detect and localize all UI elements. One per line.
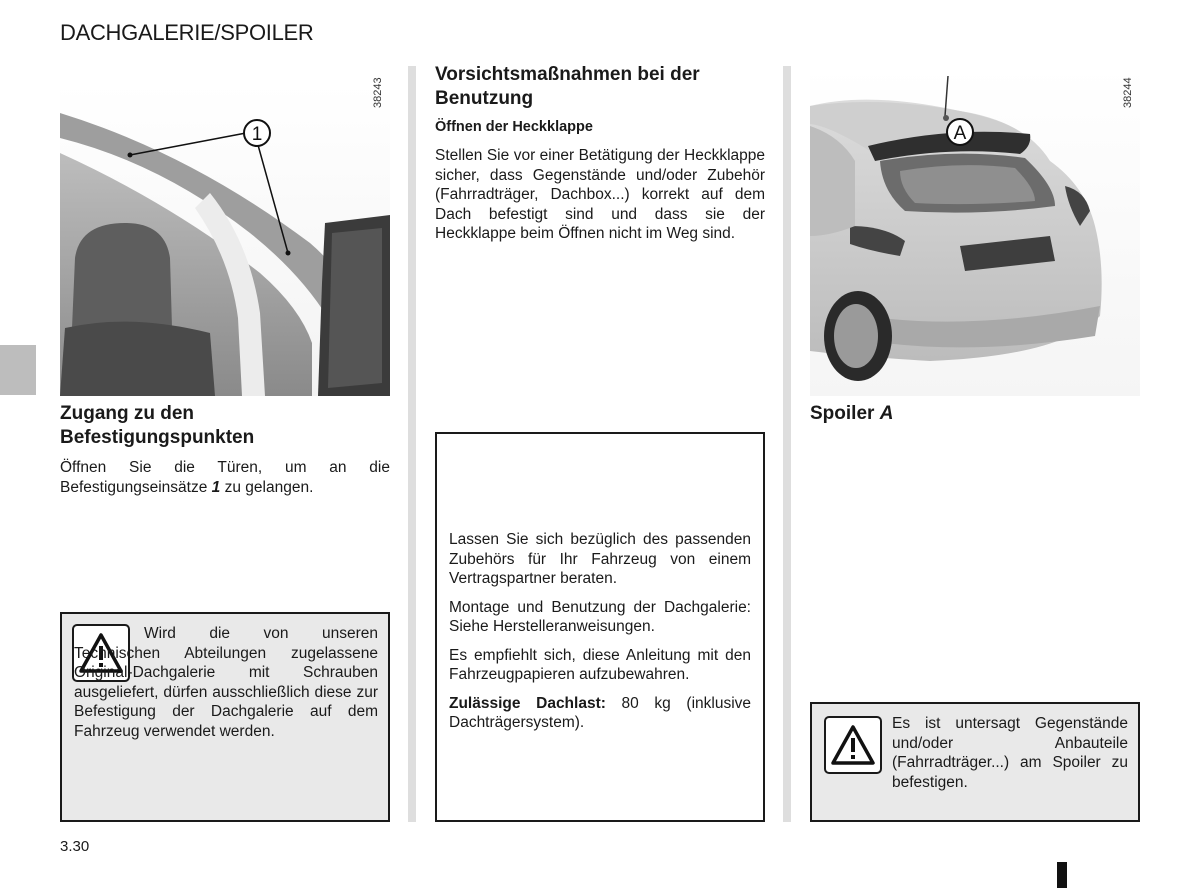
chapter-tab [0,345,36,395]
page-corner-mark [1057,862,1067,888]
photo-code-left: 38243 [372,77,384,108]
precautions-heading: Vorsichtsmaßnahmen bei der Benutzung [435,64,700,109]
mounting-instructions: Montage und Benutzung der Dachgalerie: Siehe Herstelleranweisungen. [449,598,751,635]
column-divider-left [408,66,416,822]
access-body [60,458,390,497]
roof-load-label: Zulässige Dachlast: [449,694,606,712]
access-body-text-end: zu gelangen. [224,478,314,496]
spoiler-warning-text: Es ist untersagt Gegenstände und/oder Anbauteile (Fahrradträger...) am Spoiler zu befestigen. [892,715,1128,791]
spoiler-illustration [810,66,1140,396]
roof-load-line [449,694,751,733]
accessory-info-box [435,432,765,822]
callout-1-label: 1 [251,124,263,145]
roof-load-value: 80 kg (inklusive Dachträgersystem). [449,694,752,731]
page-number: 3.30 [60,838,90,855]
column-divider-right [783,66,791,822]
spoiler-heading-text: Spoiler [810,403,875,424]
roof-rack-warning-box [60,612,390,822]
tailgate-body: Stellen Sie vor einer Betätigung der Heckklappe sicher, dass Gegenstände und/oder Zubehör (Fahrradträger, Dachbox...) korrekt auf dem Dach befestigt sind und dass sie der Heckklappe beim Öffnen nicht im Weg sind. [435,147,765,242]
tailgate-subheading: Öffnen der Heckklappe [435,119,593,135]
access-heading: Zugang zu den Befestigungspunkten [60,403,255,448]
spoiler-heading-ref: A [879,403,894,424]
callout-a-label: A [953,123,967,144]
spoiler-heading [810,402,1140,426]
spoiler-warning-box [810,702,1140,822]
access-body-text: Öffnen Sie die Türen, um an die Befestigungseinsätze [60,459,390,496]
access-body-ref: 1 [211,478,221,496]
roof-attachment-illustration [60,83,390,396]
accessory-info-text [449,530,751,742]
roof-attachment-photo [60,83,390,396]
accessory-advice: Lassen Sie sich bezüglich des passenden Zubehörs für Ihr Fahrzeug von einem Vertragspartner beraten. [449,531,751,587]
page-title: DACHGALERIE/SPOILER [60,20,314,45]
photo-code-right: 38244 [1122,77,1134,108]
spoiler-photo [810,66,1140,396]
keep-manual-note: Es empfiehlt sich, diese Anleitung mit den Fahrzeugpapieren aufzubewahren. [449,646,751,683]
warning-triangle-icon [824,716,882,774]
roof-rack-warning-text: Wird die von unseren Technischen Abteilungen zugelassene Original-Dachgalerie mit Schrauben ausgeliefert, dürfen ausschließlich diese zur Befestigung der Dachgalerie auf dem Fahrzeug verwendet werden. [74,625,378,740]
